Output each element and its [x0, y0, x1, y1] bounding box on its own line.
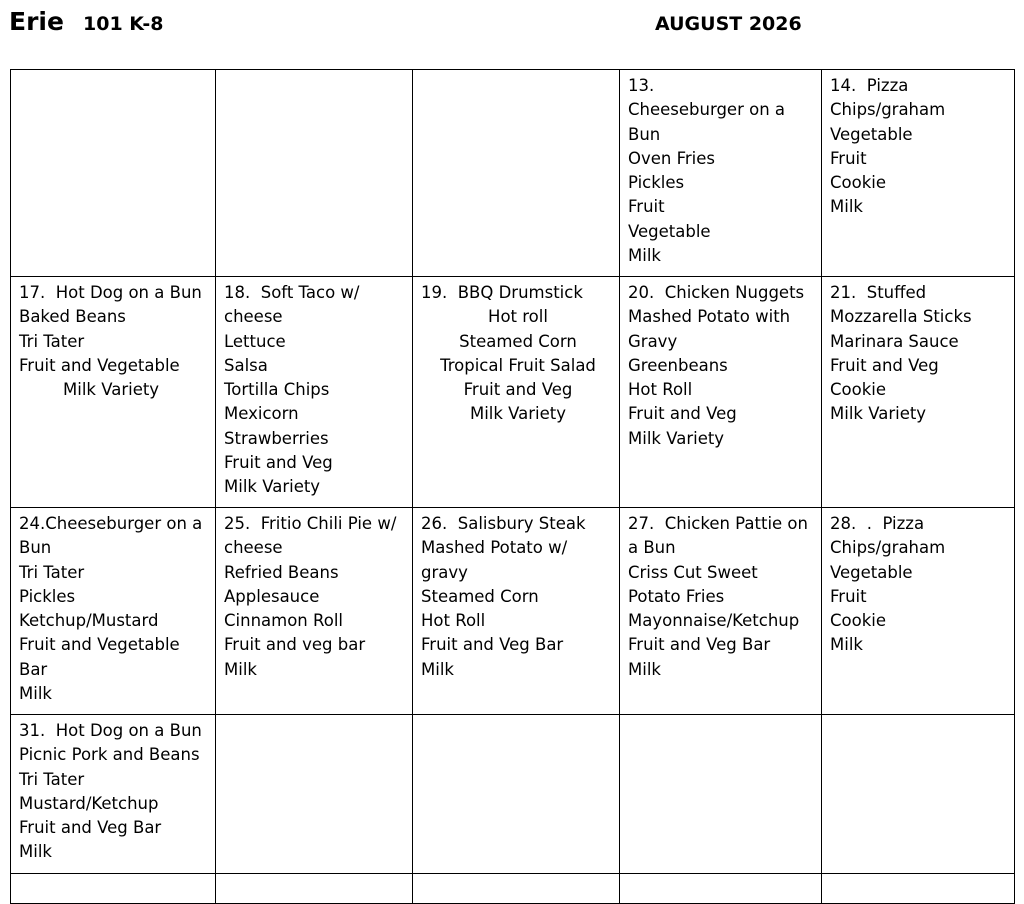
menu-line: Cheeseburger on a	[628, 100, 786, 120]
menu-line: Fruit and Veg	[830, 355, 939, 375]
menu-line: Refried Beans	[224, 562, 339, 582]
menu-line: Milk	[421, 659, 454, 679]
day-cell-14	[822, 70, 1015, 277]
menu-line: Marinara Sauce	[830, 331, 959, 351]
menu-line: Ketchup/Mustard	[19, 611, 159, 631]
menu-line: Fruit	[628, 197, 665, 217]
menu-line: Milk	[19, 842, 52, 862]
empty-day-cell	[216, 874, 413, 904]
week-row	[11, 277, 1015, 508]
menu-line: Potato Fries	[628, 586, 725, 606]
menu-line: Steamed Corn	[421, 586, 539, 606]
menu-line: Fruit and Veg Bar	[421, 635, 564, 655]
menu-line: Milk Variety	[63, 380, 160, 400]
day-cell-31	[11, 715, 216, 874]
menu-line: Tri Tater	[19, 331, 85, 351]
week-row	[11, 874, 1015, 904]
day-cell-19	[413, 277, 620, 508]
menu-line: 19. BBQ Drumstick	[421, 283, 583, 302]
month-title: AUGUST 2026	[655, 13, 802, 35]
menu-line: Tri Tater	[19, 769, 85, 789]
week-row	[11, 715, 1015, 874]
day-cell-27	[620, 508, 822, 715]
empty-day-cell	[620, 874, 822, 904]
menu-line: 20. Chicken Nuggets	[628, 283, 805, 302]
menu-line: Lettuce	[224, 331, 286, 351]
menu-line: Fruit and Veg	[224, 453, 333, 473]
menu-line: Vegetable	[628, 221, 711, 241]
menu-line: 18. Soft Taco w/	[224, 283, 360, 302]
menu-line: Milk	[830, 635, 863, 655]
day-cell-24	[11, 508, 216, 715]
menu-line: Vegetable	[830, 562, 913, 582]
menu-line: Vegetable	[830, 124, 913, 144]
page-header	[0, 0, 1024, 60]
day-cell-28	[822, 508, 1015, 715]
menu-line: Fruit and Veg Bar	[628, 635, 771, 655]
menu-line: Gravy	[628, 331, 678, 351]
menu-line: a Bun	[628, 538, 676, 558]
empty-day-cell	[413, 715, 620, 874]
menu-line: Bun	[19, 538, 52, 558]
menu-line: Milk Variety	[830, 404, 927, 424]
menu-line: Cookie	[830, 380, 887, 400]
menu-line: 27. Chicken Pattie on	[628, 514, 808, 533]
menu-line: Greenbeans	[628, 355, 728, 375]
menu-line: 25. Fritio Chili Pie w/	[224, 514, 397, 533]
menu-line: Cinnamon Roll	[224, 611, 343, 631]
menu-line: Fruit and Veg Bar	[19, 818, 162, 838]
menu-line: Mashed Potato with	[628, 307, 791, 327]
empty-day-cell	[216, 715, 413, 874]
menu-line: Fruit and Vegetable	[19, 635, 180, 655]
menu-line: Milk Variety	[469, 404, 567, 424]
menu-line: Milk	[628, 659, 661, 679]
menu-line: Mayonnaise/Ketchup	[628, 611, 800, 631]
week-row	[11, 508, 1015, 715]
empty-day-cell	[822, 874, 1015, 904]
menu-line: Mozzarella Sticks	[830, 307, 972, 327]
menu-line: Salsa	[224, 355, 268, 375]
menu-line: Bun	[628, 124, 661, 144]
menu-line: Fruit and Vegetable	[19, 355, 180, 375]
menu-line: Cookie	[830, 173, 887, 193]
menu-line: Chips/graham	[830, 538, 946, 558]
menu-calendar	[10, 69, 1015, 904]
menu-line: Mustard/Ketchup	[19, 793, 159, 813]
menu-line: 14. Pizza	[830, 76, 909, 95]
menu-line: Fruit	[830, 586, 867, 606]
menu-line: Milk Variety	[628, 428, 725, 448]
day-cell-17	[11, 277, 216, 508]
menu-line: Cookie	[830, 611, 887, 631]
menu-line: Mexicorn	[224, 404, 299, 424]
menu-line: cheese	[224, 538, 283, 558]
menu-line: Strawberries	[224, 428, 329, 448]
empty-day-cell	[11, 874, 216, 904]
menu-line: Hot Roll	[628, 380, 693, 400]
menu-line: Chips/graham	[830, 100, 946, 120]
day-cell-26	[413, 508, 620, 715]
menu-line: Tropical Fruit Salad	[440, 355, 596, 375]
menu-line: Tortilla Chips	[224, 380, 330, 400]
school-name: Erie	[9, 7, 64, 36]
menu-line: Mashed Potato w/	[421, 538, 568, 558]
menu-line: Hot roll	[488, 307, 548, 327]
menu-line: 13.	[628, 76, 655, 95]
empty-day-cell	[216, 70, 413, 277]
empty-day-cell	[620, 715, 822, 874]
day-cell-20	[620, 277, 822, 508]
menu-line: Hot Roll	[421, 611, 486, 631]
week-row	[11, 70, 1015, 277]
menu-line: Steamed Corn	[459, 331, 577, 351]
day-cell-21	[822, 277, 1015, 508]
menu-line: Criss Cut Sweet	[628, 562, 758, 582]
menu-line: 17. Hot Dog on a Bun	[19, 283, 202, 302]
empty-day-cell	[413, 874, 620, 904]
menu-line: Fruit and Veg	[628, 404, 737, 424]
day-cell-13	[620, 70, 822, 277]
grade-label: 101 K-8	[83, 13, 164, 35]
menu-line: 26. Salisbury Steak	[421, 514, 586, 533]
menu-line: 31. Hot Dog on a Bun	[19, 721, 202, 740]
empty-day-cell	[822, 715, 1015, 874]
menu-line: 24.Cheeseburger on a	[19, 514, 203, 533]
day-cell-18	[216, 277, 413, 508]
menu-line: Milk	[19, 684, 52, 704]
menu-line: Picnic Pork and Beans	[19, 745, 200, 765]
menu-line: gravy	[421, 562, 468, 582]
menu-line: Fruit and veg bar	[224, 635, 366, 655]
menu-line: Bar	[19, 659, 48, 679]
empty-day-cell	[11, 70, 216, 277]
menu-line: Milk	[628, 246, 661, 266]
menu-line: 21. Stuffed	[830, 283, 927, 302]
menu-line: Pickles	[19, 586, 76, 606]
menu-line: Fruit and Veg	[463, 380, 573, 400]
menu-line: Milk	[830, 197, 863, 217]
menu-line: cheese	[224, 307, 283, 327]
day-cell-25	[216, 508, 413, 715]
menu-line: Milk	[224, 659, 257, 679]
empty-day-cell	[413, 70, 620, 277]
menu-line: Fruit	[830, 148, 867, 168]
menu-line: Baked Beans	[19, 307, 126, 327]
menu-line: 28. . Pizza	[830, 514, 925, 533]
menu-line: Milk Variety	[224, 477, 321, 497]
menu-line: Tri Tater	[19, 562, 85, 582]
menu-line: Pickles	[628, 173, 685, 193]
menu-line: Oven Fries	[628, 148, 716, 168]
menu-line: Applesauce	[224, 586, 320, 606]
